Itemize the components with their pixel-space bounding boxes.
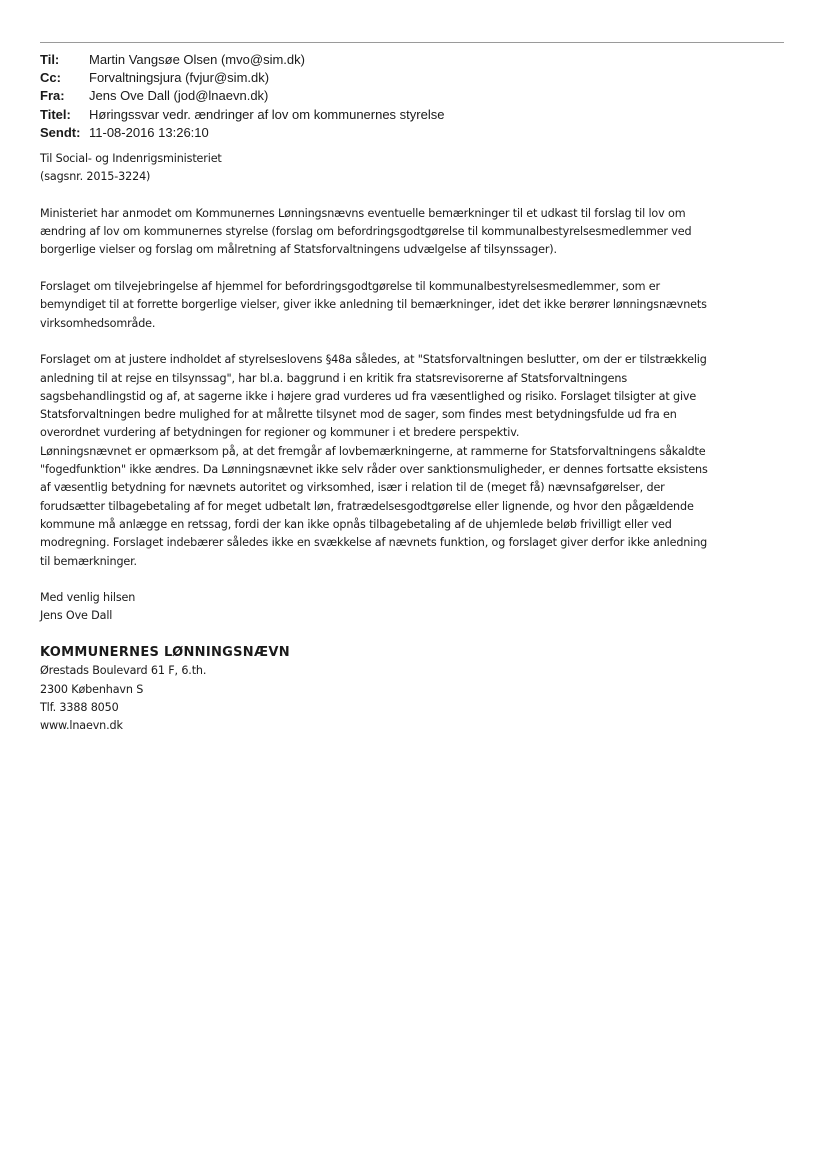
header-to-value: Martin Vangsøe Olsen (mvo@sim.dk) xyxy=(89,52,305,67)
paragraph-line: Lønningsnævnet er opmærksom på, at det fremgår af lovbemærkningerne, at rammerne for Statsforvaltningens såkaldte xyxy=(40,444,706,458)
paragraph-line: Forslaget om tilvejebringelse af hjemmel for befordringsgodtgørelse til kommunalbestyrelsesmedlemmer, som er xyxy=(40,280,660,294)
paragraph-line: "fogedfunktion" ikke ændres. Da Lønningsnævnet ikke selv råder over sanktionsmuligheder, er dennes fortsatte eksistens xyxy=(40,463,708,477)
header-cc-value: Forvaltningsjura (fvjur@sim.dk) xyxy=(89,70,270,86)
paragraph-travel-allowance xyxy=(40,278,780,333)
header-from-value: Jens Ove Dall (jod@lnaevn.dk) xyxy=(89,88,269,104)
signature-phone: Tlf. 3388 8050 xyxy=(40,700,119,714)
paragraph-line: forudsætter tilbagebetaling af for meget udbetalt løn, fratrædelsesgodtgørelse eller lignende, og hvor den pågældende xyxy=(40,499,694,513)
signature-website: www.lnaevn.dk xyxy=(40,719,123,733)
paragraph-request xyxy=(40,205,780,260)
header-subject-label: Titel: xyxy=(40,106,71,122)
paragraph-line: Forslaget om at justere indholdet af styrelseslovens §48a således, at "Statsforvaltningen beslutter, om der er tilstrækkelig xyxy=(40,353,707,367)
email-header xyxy=(40,51,444,142)
paragraph-line: anledning til at rejse en tilsynssag", har bl.a. baggrund i en kritik fra statsrevisorerne af Statsforvaltningens xyxy=(40,371,627,385)
header-from-label: Fra: xyxy=(40,88,65,104)
paragraph-supervision xyxy=(40,351,780,571)
signature-address: Ørestads Boulevard 61 F, 6.th. xyxy=(40,664,207,678)
paragraph-line: til bemærkninger. xyxy=(40,554,137,568)
paragraph-line: borgerlige vielser og forslag om målretning af Statsforvaltningens udvælgelse af tilsynssager). xyxy=(40,243,557,257)
paragraph-line: sagsbehandlingstid og af, at sagerne ikke i højere grad vurderes ud fra væsentlighed og risiko. Forslaget tilsigter at give xyxy=(40,389,697,403)
signature-organization: KOMMUNERNES LØNNINGSNÆVN xyxy=(40,645,290,661)
paragraph-line: kommune må anlægge en retssag, fordi der kan ikke opnås tilbagebetaling af de uhjemlede beløb frivilligt eller ved xyxy=(40,517,672,531)
header-cc-row xyxy=(40,69,444,87)
recipient-line: Til Social- og Indenrigsministeriet xyxy=(40,152,222,165)
paragraph-line: ændring af lov om kommunernes styrelse (forslag om befordringsgodtgørelse til kommunalbestyrelsesmedlemmer ved xyxy=(40,225,692,239)
header-subject-row xyxy=(40,106,444,124)
header-from-row xyxy=(40,87,444,105)
header-sent-row xyxy=(40,124,444,142)
paragraph-line: modregning. Forslaget indebærer således ikke en svækkelse af nævnets funktion, og forslaget giver derfor ikke anledning xyxy=(40,536,708,550)
header-cc-label: Cc: xyxy=(40,70,61,86)
paragraph-line: Ministeriet har anmodet om Kommunernes Lønningsnævns eventuelle bemærkninger til et udkast til forslag til lov om xyxy=(40,206,686,220)
paragraph-line: virksomhedsområde. xyxy=(40,316,156,330)
paragraph-line: overordnet vurdering af betydningen for regioner og kommuner i et bredere perspektiv. xyxy=(40,426,520,440)
recipient-block xyxy=(40,150,780,187)
paragraph-line: af væsentlig betydning for nævnets autoritet og virksomhed, især i relation til de (meget få) nævnsafgørelser, der xyxy=(40,481,665,495)
paragraph-line: bemyndiget til at forrette borgerlige vielser, giver ikke anledning til bemærkninger, idet det ikke berører lønningsnævnets xyxy=(40,298,707,312)
case-number-line: (sagsnr. 2015-3224) xyxy=(40,170,151,184)
closing-block xyxy=(40,589,780,626)
header-subject-value: Høringssvar vedr. ændringer af lov om kommunernes styrelse xyxy=(89,106,445,122)
letter-body xyxy=(40,150,780,754)
header-sent-label: Sendt: xyxy=(40,124,81,140)
signature-block xyxy=(40,644,780,735)
closing-greeting: Med venlig hilsen xyxy=(40,591,136,605)
closing-name: Jens Ove Dall xyxy=(40,609,113,623)
header-to-label: Til: xyxy=(40,52,60,67)
signature-city: 2300 København S xyxy=(40,682,144,696)
paragraph-line: Statsforvaltningen bedre mulighed for at målrette tilsynet mod de sager, som findes mest betydningsfulde ud fra en xyxy=(40,408,677,422)
top-divider xyxy=(40,42,784,43)
header-sent-value: 11-08-2016 13:26:10 xyxy=(89,124,209,140)
header-to-row xyxy=(40,51,444,69)
